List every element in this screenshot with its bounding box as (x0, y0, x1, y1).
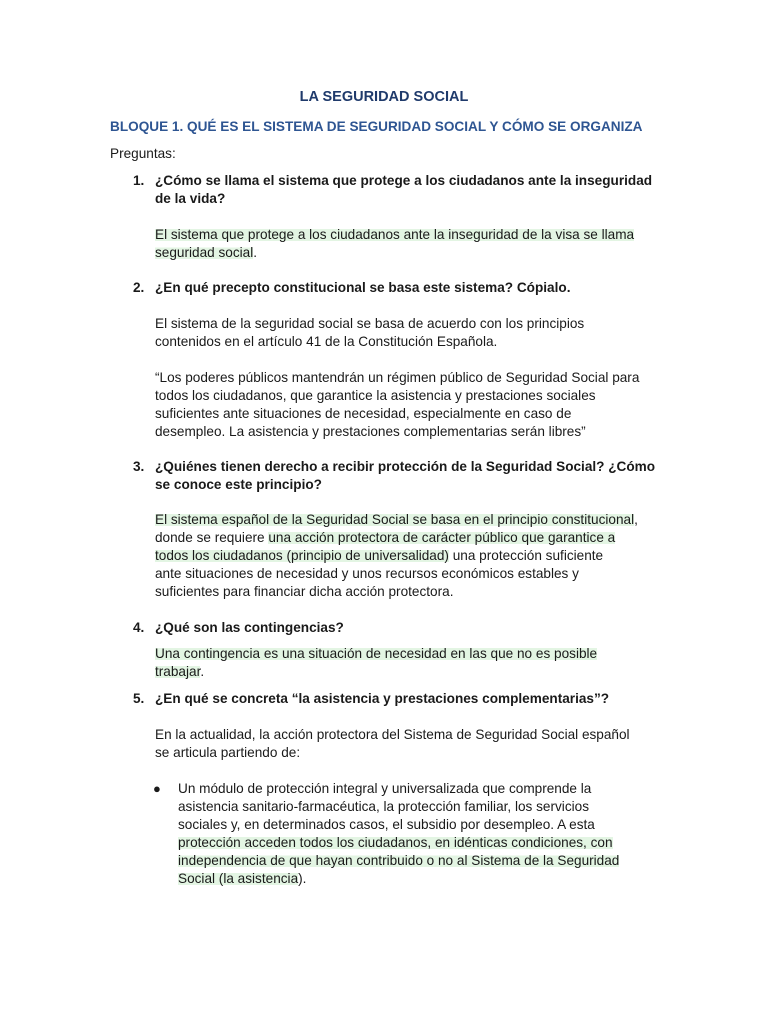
question-3-line-2: se conoce este principio? (155, 477, 322, 492)
answer-2-line-1: El sistema de la seguridad social se basa de acuerdo con los principios (155, 316, 585, 331)
answer-3-line-5: suficientes para financiar dicha acción protectora. (155, 584, 454, 599)
answer-2-line-2: contenidos en el artículo 41 de la Constitución Española. (155, 334, 498, 349)
answer-1-line-2-highlight: seguridad social (155, 245, 254, 260)
answer-3-line-3-highlight: todos los ciudadanos (principio de universalidad) (155, 548, 449, 563)
answer-2-quote-line-1: “Los poderes públicos mantendrán un régimen público de Seguridad Social para (155, 370, 640, 385)
answer-5-line-2: se articula partiendo de: (155, 745, 301, 760)
answer-1-line-2-rest: . (253, 245, 258, 260)
question-5-number: 5. (133, 691, 145, 706)
bullet-line-6 (178, 870, 306, 888)
answer-4-line-2 (155, 663, 204, 681)
question-1-number: 1. (133, 173, 145, 188)
bullet-line-4-highlight: protección acceden todos los ciudadanos, en idénticas condiciones, con (178, 835, 613, 850)
answer-5-line-1: En la actualidad, la acción protectora del Sistema de Seguridad Social español (155, 727, 630, 742)
answer-4-line-1 (155, 645, 597, 663)
bullet-line-6-highlight: Social (la asistencia (178, 871, 299, 886)
answer-2-quote-line-2: todos los ciudadanos, que garantice la asistencia y prestaciones sociales (155, 388, 596, 403)
bullet-line-4 (178, 834, 613, 852)
bullet-line-1: Un módulo de protección integral y universalizada que comprende la (178, 781, 592, 796)
answer-3-line-4: ante situaciones de necesidad y unos recursos económicos estables y (155, 566, 579, 581)
answer-3-line-2 (155, 529, 615, 547)
answer-3-line-2-pre: donde se requiere (155, 530, 269, 545)
question-4-line-1: ¿Qué son las contingencias? (155, 620, 344, 635)
question-2-number: 2. (133, 280, 145, 295)
answer-2-quote-line-3: suficientes ante situaciones de necesidad, especialmente en caso de (155, 406, 572, 421)
page-title: LA SEGURIDAD SOCIAL (299, 89, 469, 105)
answer-3-line-2-highlight: una acción protectora de carácter público que garantice a (268, 530, 616, 545)
question-3-line-1: ¿Quiénes tienen derecho a recibir protección de la Seguridad Social? ¿Cómo (155, 459, 656, 474)
question-4-number: 4. (133, 620, 145, 635)
bullet-line-5-highlight: independencia de que hayan contribuido o no al Sistema de la Seguridad (178, 853, 620, 868)
answer-3-line-3 (155, 547, 603, 565)
answer-4-line-2-highlight: trabajar (155, 664, 201, 679)
answer-3-line-1-highlight: El sistema español de la Seguridad Social se basa en el principio constitucional (155, 512, 635, 527)
answer-2-quote-line-4: desempleo. La asistencia y prestaciones complementarias serán libres” (155, 424, 586, 439)
bullet-line-5 (178, 852, 619, 870)
question-1-line-1: ¿Cómo se llama el sistema que protege a los ciudadanos ante la inseguridad (155, 173, 653, 188)
preguntas-label: Preguntas: (110, 146, 176, 161)
block-heading: BLOQUE 1. QUÉ ES EL SISTEMA DE SEGURIDAD SOCIAL Y CÓMO SE ORGANIZA (110, 119, 643, 134)
answer-4-line-2-rest: . (200, 664, 205, 679)
answer-1-line-1-highlight: El sistema que protege a los ciudadanos ante la inseguridad de la visa se llama (155, 227, 635, 242)
question-1-line-2: de la vida? (155, 191, 226, 206)
bullet-dot-icon: ● (153, 781, 161, 796)
question-2-line-1: ¿En qué precepto constitucional se basa este sistema? Cópialo. (155, 280, 571, 295)
answer-3-line-1-rest: , (634, 512, 638, 527)
answer-1-line-1 (155, 226, 634, 244)
question-3-number: 3. (133, 459, 145, 474)
bullet-line-2: asistencia sanitario-farmacéutica, la protección familiar, los servicios (178, 799, 589, 814)
answer-3-line-3-rest: una protección suficiente (448, 548, 604, 563)
answer-4-line-1-highlight: Una contingencia es una situación de necesidad en las que no es posible (155, 646, 598, 661)
bullet-line-6-rest: ). (298, 871, 307, 886)
bullet-line-3: sociales y, en determinados casos, el subsidio por desempleo. A esta (178, 817, 595, 832)
question-5-line-1: ¿En qué se concreta “la asistencia y prestaciones complementarias”? (155, 691, 610, 706)
answer-1-line-2 (155, 244, 257, 262)
answer-3-line-1 (155, 511, 638, 529)
